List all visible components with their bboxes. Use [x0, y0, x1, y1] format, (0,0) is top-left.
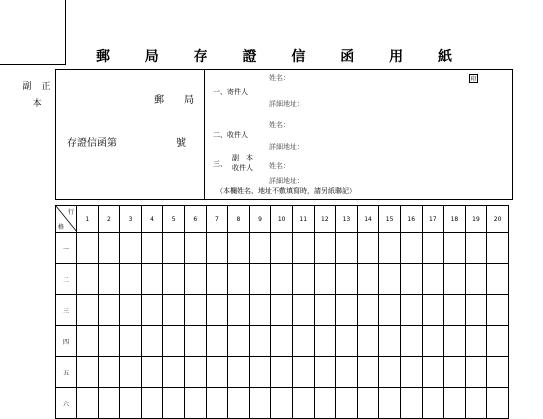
grid-cell[interactable]	[98, 233, 120, 264]
grid-cell[interactable]	[400, 326, 422, 357]
row-header: 六	[56, 388, 77, 419]
col-header: 19	[465, 206, 487, 233]
side-char: 副	[22, 82, 32, 92]
grid-cell[interactable]	[184, 326, 206, 357]
row-header: 四	[56, 326, 77, 357]
letter-number-label: 存證信函第	[67, 138, 117, 149]
sender-address-label: 詳細地址：	[269, 100, 304, 108]
recipient-address-label: 詳細地址：	[269, 143, 304, 151]
grid-cell[interactable]	[292, 388, 314, 419]
grid-cell[interactable]	[487, 388, 509, 419]
grid-cell[interactable]	[292, 233, 314, 264]
grid-cell[interactable]	[336, 233, 358, 264]
header-divider	[204, 69, 205, 200]
grid-cell[interactable]	[357, 357, 379, 388]
grid-cell[interactable]	[487, 264, 509, 295]
col-header: 3	[120, 206, 142, 233]
grid-cell[interactable]	[163, 326, 185, 357]
grid-cell[interactable]	[422, 233, 444, 264]
grid-cell[interactable]	[206, 233, 228, 264]
grid-cell[interactable]	[206, 295, 228, 326]
col-header: 6	[184, 206, 206, 233]
grid-cell[interactable]	[357, 233, 379, 264]
cc-label-top: 副 本	[232, 154, 253, 162]
grid-cell[interactable]	[487, 295, 509, 326]
grid-cell[interactable]	[120, 326, 142, 357]
recipient-label: 二、收件人	[213, 131, 248, 139]
grid-cell[interactable]	[77, 388, 99, 419]
grid-cell[interactable]	[249, 295, 271, 326]
col-header: 7	[206, 206, 228, 233]
grid-cell[interactable]	[336, 264, 358, 295]
grid-cell[interactable]	[314, 326, 336, 357]
grid-cell[interactable]	[314, 295, 336, 326]
grid-cell[interactable]	[422, 295, 444, 326]
grid-cell[interactable]	[357, 326, 379, 357]
cc-index: 三、	[213, 160, 227, 168]
grid-cell[interactable]	[120, 295, 142, 326]
grid-cell[interactable]	[206, 326, 228, 357]
grid-cell[interactable]	[120, 233, 142, 264]
cc-address-label: 詳細地址：	[269, 177, 304, 185]
grid-cell[interactable]	[77, 295, 99, 326]
grid-cell[interactable]	[400, 388, 422, 419]
grid-row	[56, 357, 509, 388]
col-header: 11	[292, 206, 314, 233]
grid-cell[interactable]	[422, 264, 444, 295]
grid-row	[56, 295, 509, 326]
grid-cell[interactable]	[98, 264, 120, 295]
cc-name-label: 姓名：	[269, 162, 290, 170]
grid-cell[interactable]	[314, 233, 336, 264]
grid-cell[interactable]	[444, 233, 466, 264]
grid-row	[56, 326, 509, 357]
grid-cell[interactable]	[444, 295, 466, 326]
col-header: 1	[77, 206, 99, 233]
col-header: 4	[141, 206, 163, 233]
row-header: 一	[56, 233, 77, 264]
col-header: 10	[271, 206, 293, 233]
grid-row	[56, 233, 509, 264]
grid-cell[interactable]	[184, 233, 206, 264]
grid-cell[interactable]	[465, 295, 487, 326]
grid-cell[interactable]	[206, 264, 228, 295]
grid-cell[interactable]	[184, 388, 206, 419]
grid-cell[interactable]	[465, 264, 487, 295]
grid-cell[interactable]	[228, 295, 250, 326]
grid-cell[interactable]	[120, 388, 142, 419]
grid-cell[interactable]	[444, 264, 466, 295]
grid-cell[interactable]	[314, 357, 336, 388]
grid-cell[interactable]	[141, 264, 163, 295]
grid-cell[interactable]	[465, 357, 487, 388]
grid-cell[interactable]	[271, 264, 293, 295]
grid-cell[interactable]	[206, 357, 228, 388]
col-header: 9	[249, 206, 271, 233]
grid-cell[interactable]	[271, 326, 293, 357]
side-copy-col2	[41, 82, 51, 93]
grid-cell[interactable]	[465, 233, 487, 264]
grid-cell[interactable]	[271, 233, 293, 264]
col-header: 2	[98, 206, 120, 233]
seal-box: 印	[470, 76, 477, 83]
grid-cell[interactable]	[314, 264, 336, 295]
grid-cell[interactable]	[249, 388, 271, 419]
grid-cell[interactable]	[444, 326, 466, 357]
grid-cell[interactable]	[141, 233, 163, 264]
col-header: 5	[163, 206, 185, 233]
grid-cell[interactable]	[141, 326, 163, 357]
col-header: 12	[314, 206, 336, 233]
grid-cell[interactable]	[336, 357, 358, 388]
row-header: 二	[56, 264, 77, 295]
row-header: 三	[56, 295, 77, 326]
post-office-label: 郵 局	[154, 95, 194, 106]
grid-cell[interactable]	[184, 357, 206, 388]
grid-cell[interactable]	[271, 388, 293, 419]
grid-cell[interactable]	[77, 233, 99, 264]
corner-row-label: 行	[67, 209, 74, 216]
grid-cell[interactable]	[249, 264, 271, 295]
col-header: 17	[422, 206, 444, 233]
grid-cell[interactable]	[120, 264, 142, 295]
col-header: 14	[357, 206, 379, 233]
grid-cell[interactable]	[379, 357, 401, 388]
side-copy-bottom	[32, 99, 42, 110]
grid-cell[interactable]	[336, 295, 358, 326]
grid-cell[interactable]	[336, 326, 358, 357]
col-header: 20	[487, 206, 509, 233]
grid-cell[interactable]	[77, 326, 99, 357]
grid-cell[interactable]	[357, 264, 379, 295]
grid-cell[interactable]	[249, 233, 271, 264]
grid-cell[interactable]	[379, 388, 401, 419]
grid-cell[interactable]	[98, 357, 120, 388]
grid-cell[interactable]	[379, 233, 401, 264]
grid-cell[interactable]	[400, 233, 422, 264]
col-header: 18	[444, 206, 466, 233]
sender-name-label: 姓名：	[269, 74, 290, 82]
number-suffix: 號	[176, 138, 186, 149]
grid-cell[interactable]	[228, 326, 250, 357]
grid-cell[interactable]	[487, 233, 509, 264]
grid-header-row	[56, 206, 509, 233]
grid-cell[interactable]	[336, 388, 358, 419]
cc-label-bottom: 收件人	[232, 164, 253, 172]
grid-cell[interactable]	[271, 295, 293, 326]
grid-cell[interactable]	[98, 295, 120, 326]
side-char: 本	[32, 99, 42, 109]
grid-cell[interactable]	[400, 295, 422, 326]
grid-cell[interactable]	[379, 326, 401, 357]
grid-cell[interactable]	[163, 264, 185, 295]
grid-cell[interactable]	[98, 326, 120, 357]
grid-cell[interactable]	[141, 388, 163, 419]
grid-cell[interactable]	[98, 388, 120, 419]
grid-cell[interactable]	[379, 295, 401, 326]
letter-grid	[55, 205, 509, 419]
grid-cell[interactable]	[228, 264, 250, 295]
grid-cell[interactable]	[422, 357, 444, 388]
grid-corner-cell	[56, 206, 77, 233]
header-note: （本欄姓名、地址不敷填寫時，請另紙聯記）	[216, 187, 356, 195]
grid-cell[interactable]	[444, 388, 466, 419]
grid-cell[interactable]	[314, 388, 336, 419]
row-header: 五	[56, 357, 77, 388]
grid-cell[interactable]	[141, 295, 163, 326]
grid-cell[interactable]	[163, 388, 185, 419]
grid-cell[interactable]	[357, 388, 379, 419]
recipient-name-label: 姓名：	[269, 121, 290, 129]
grid-cell[interactable]	[400, 264, 422, 295]
grid-cell[interactable]	[141, 357, 163, 388]
grid-cell[interactable]	[465, 388, 487, 419]
grid-cell[interactable]	[249, 357, 271, 388]
grid-cell[interactable]	[487, 326, 509, 357]
grid-cell[interactable]	[228, 233, 250, 264]
grid-cell[interactable]	[163, 295, 185, 326]
grid-cell[interactable]	[120, 357, 142, 388]
side-copy-col1	[22, 82, 32, 94]
grid-cell[interactable]	[271, 357, 293, 388]
grid-cell[interactable]	[184, 264, 206, 295]
form-title: 郵 局 存 證 信 函 用 紙	[95, 49, 468, 65]
grid-cell[interactable]	[163, 233, 185, 264]
grid-cell[interactable]	[444, 357, 466, 388]
grid-row	[56, 264, 509, 295]
grid-cell[interactable]	[487, 357, 509, 388]
grid-cell[interactable]	[465, 326, 487, 357]
grid-cell[interactable]	[422, 388, 444, 419]
grid-cell[interactable]	[228, 357, 250, 388]
grid-cell[interactable]	[249, 326, 271, 357]
grid-cell[interactable]	[379, 264, 401, 295]
grid-cell[interactable]	[292, 295, 314, 326]
grid-cell[interactable]	[422, 326, 444, 357]
grid-cell[interactable]	[292, 264, 314, 295]
grid-cell[interactable]	[163, 357, 185, 388]
col-header: 8	[228, 206, 250, 233]
col-header: 13	[336, 206, 358, 233]
grid-cell[interactable]	[357, 295, 379, 326]
grid-cell[interactable]	[77, 264, 99, 295]
grid-cell[interactable]	[184, 295, 206, 326]
grid-cell[interactable]	[228, 388, 250, 419]
grid-cell[interactable]	[292, 357, 314, 388]
sender-label: 一、寄件人	[213, 88, 248, 96]
side-char: 正	[41, 82, 51, 92]
col-header: 15	[379, 206, 401, 233]
grid-row	[56, 388, 509, 419]
grid-cell[interactable]	[77, 357, 99, 388]
col-header: 16	[400, 206, 422, 233]
grid-cell[interactable]	[400, 357, 422, 388]
corner-col-label: 格	[58, 224, 65, 231]
grid-cell[interactable]	[292, 326, 314, 357]
grid-cell[interactable]	[206, 388, 228, 419]
